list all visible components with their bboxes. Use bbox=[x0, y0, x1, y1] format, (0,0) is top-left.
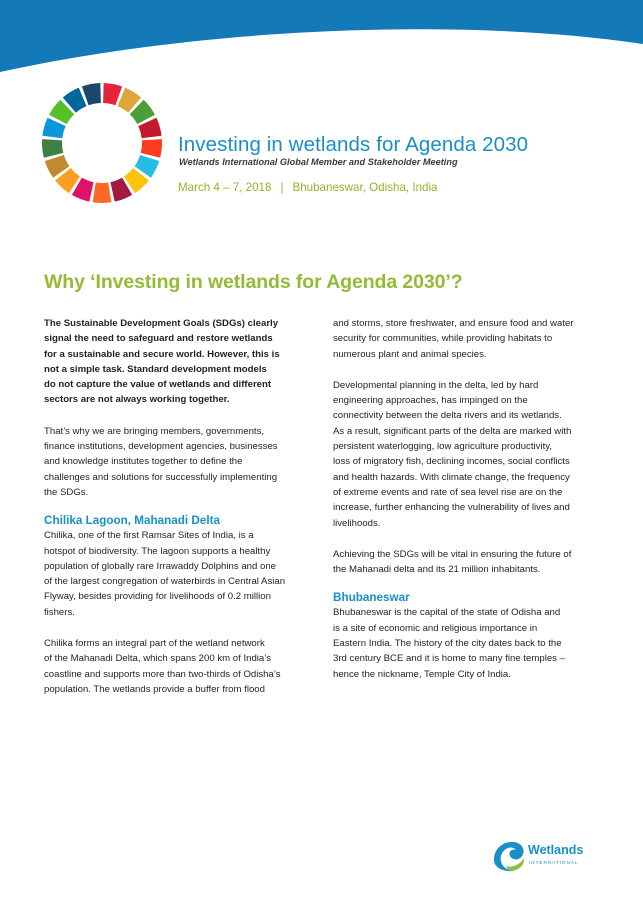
text-line: is a site of economic and religious importance in bbox=[333, 622, 538, 634]
text-line: security for communities, while providing habitats to bbox=[333, 333, 553, 345]
date-separator: | bbox=[280, 181, 284, 194]
text-line: and knowledge institutes together to define the bbox=[44, 456, 243, 468]
text-line: hence the nickname, Temple City of India. bbox=[333, 668, 511, 680]
event-subtitle: Wetlands International Global Member and Stakeholder Meeting bbox=[179, 157, 458, 167]
text-line: and health hazards. With climate change, the frequency bbox=[333, 471, 570, 483]
text-line: sectors are not always working together. bbox=[44, 394, 230, 406]
top-wave-band bbox=[0, 0, 643, 80]
intro-paragraph bbox=[44, 316, 310, 408]
text-line: connectivity between the delta rivers and its wetlands. bbox=[333, 410, 562, 422]
text-line: of extreme events and rate of sea level rise are on the bbox=[333, 486, 563, 498]
continuation-paragraph bbox=[333, 316, 605, 362]
sdg-color-wheel-logo bbox=[40, 81, 164, 205]
page-heading: Why ‘Investing in wetlands for Agenda 2030’? bbox=[44, 271, 463, 293]
text-line: the SDGs. bbox=[44, 486, 89, 498]
event-date-location bbox=[178, 181, 438, 194]
text-line: population of globally rare Irrawaddy Dolphins and one bbox=[44, 560, 276, 572]
event-title: Investing in wetlands for Agenda 2030 bbox=[178, 133, 529, 156]
text-line: coastline and supports more than two-thirds of Odisha’s bbox=[44, 668, 281, 680]
text-line: hotspot of biodiversity. The lagoon supports a healthy bbox=[44, 545, 271, 557]
event-location: Bhubaneswar, Odisha, India bbox=[292, 181, 438, 194]
text-line: Achieving the SDGs will be vital in ensuring the future of bbox=[333, 548, 572, 560]
text-line: engineering approaches, has impinged on the bbox=[333, 395, 528, 407]
bhubaneswar-heading: Bhubaneswar bbox=[333, 591, 410, 605]
planning-paragraph bbox=[333, 378, 605, 531]
text-line: the Mahanadi delta and its 21 million inhabitants. bbox=[333, 564, 541, 576]
stakeholders-paragraph bbox=[44, 424, 310, 500]
bhubaneswar-paragraph bbox=[333, 605, 605, 681]
text-line: That’s why we are bringing members, governments, bbox=[44, 425, 265, 437]
text-line: not a simple task. Standard development models bbox=[44, 363, 267, 375]
text-line: Eastern India. The history of the city dates back to the bbox=[333, 638, 562, 650]
sdg-wheel-segment bbox=[42, 139, 63, 158]
text-line: Chilika forms an integral part of the wetland network bbox=[44, 638, 265, 650]
text-line: and storms, store freshwater, and ensure food and water bbox=[333, 318, 574, 329]
text-line: Developmental planning in the delta, led by hard bbox=[333, 379, 539, 391]
event-date: March 4 – 7, 2018 bbox=[178, 181, 272, 194]
text-line: persistent waterlogging, low agriculture productivity, bbox=[333, 441, 552, 453]
left-column bbox=[44, 316, 310, 697]
sdg-future-paragraph bbox=[333, 547, 605, 578]
text-line: for a sustainable and secure world. However, this is bbox=[44, 348, 280, 360]
sdg-wheel-segment bbox=[93, 183, 112, 203]
sdg-wheel-segment bbox=[141, 139, 162, 158]
logo-wordmark: Wetlands bbox=[528, 843, 584, 857]
text-line: Chilika, one of the first Ramsar Sites of India, is a bbox=[44, 530, 254, 542]
right-column bbox=[333, 316, 605, 682]
text-line: numerous plant and animal species. bbox=[333, 348, 487, 360]
logo-subtext: INTERNATIONAL bbox=[529, 860, 579, 865]
text-line: challenges and solutions for successfully implementing bbox=[44, 471, 278, 483]
text-line: finance institutions, development agencies, businesses bbox=[44, 441, 278, 453]
mahanadi-paragraph bbox=[44, 636, 310, 697]
text-line: of the largest congregation of waterbirds in Central Asian bbox=[44, 576, 286, 588]
text-line: Bhubaneswar is the capital of the state of Odisha and bbox=[333, 607, 561, 619]
chilika-paragraph bbox=[44, 528, 310, 620]
text-line: fishers. bbox=[44, 606, 75, 618]
text-line: livelihoods. bbox=[333, 517, 381, 529]
text-line: The Sustainable Development Goals (SDGs) clearly bbox=[44, 318, 279, 329]
text-line: 3rd century BCE and it is home to many fine temples – bbox=[333, 653, 565, 665]
text-line: As a result, significant parts of the delta are marked with bbox=[333, 425, 572, 437]
text-line: Flyway, besides providing for livelihoods of 0.2 million bbox=[44, 591, 271, 603]
text-line: population. The wetlands provide a buffer from flood bbox=[44, 683, 265, 695]
text-line: do not capture the value of wetlands and different bbox=[44, 379, 272, 391]
text-line: increase, further enhancing the vulnerability of lives and bbox=[333, 502, 570, 514]
text-line: signal the need to safeguard and restore wetlands bbox=[44, 333, 273, 345]
text-line: loss of migratory fish, declining incomes, social conflicts bbox=[333, 456, 570, 468]
chilika-heading: Chilika Lagoon, Mahanadi Delta bbox=[44, 514, 220, 528]
text-line: of the Mahanadi Delta, which spans 200 km of India’s bbox=[44, 653, 272, 665]
